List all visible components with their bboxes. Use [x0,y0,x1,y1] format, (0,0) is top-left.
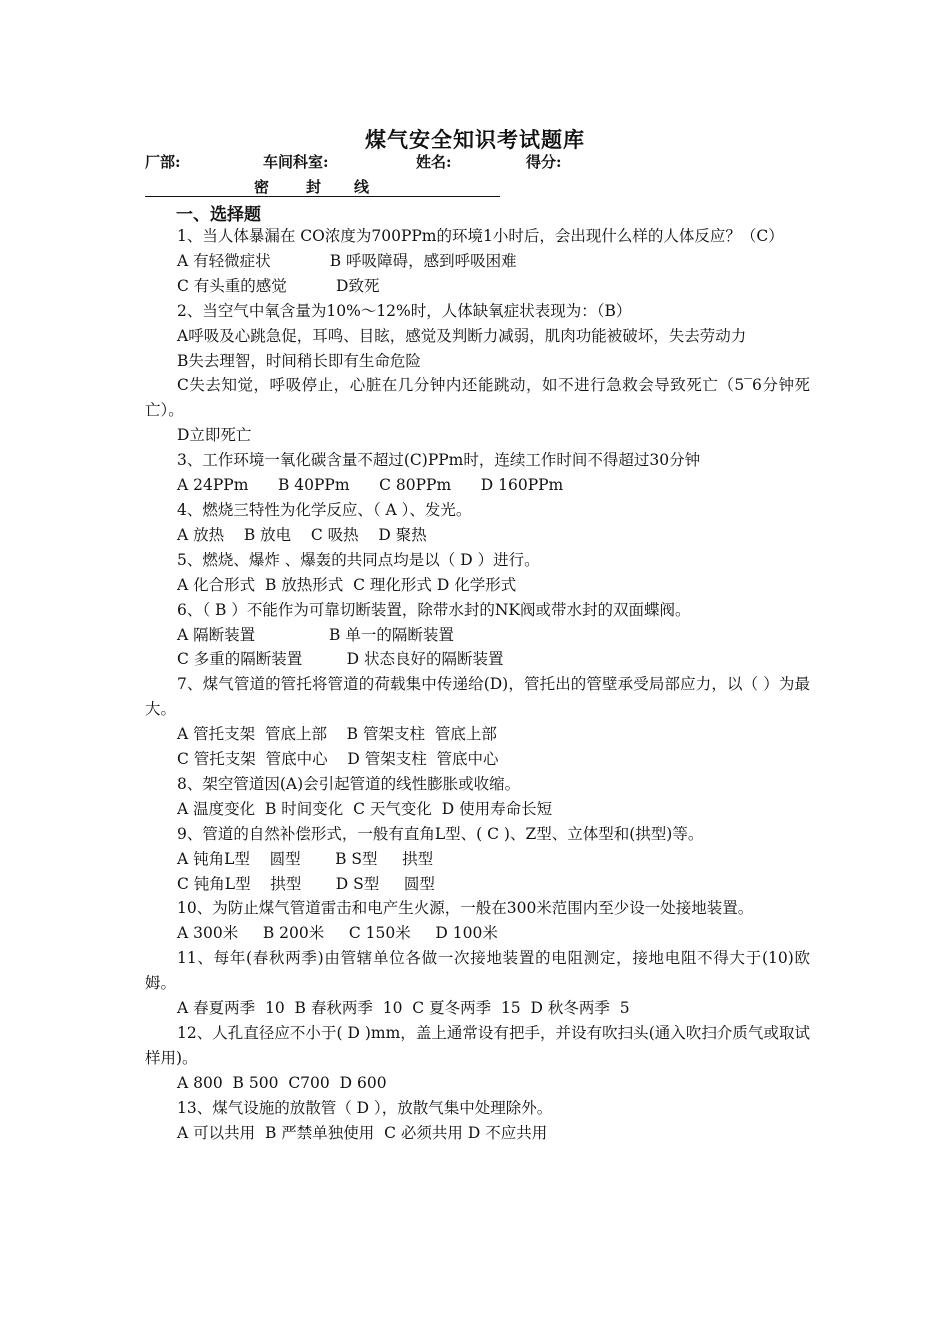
option-line: A 钝角L型 圆型 B S型 拱型 [177,849,434,868]
page-title: 煤气安全知识考试题库 [365,127,585,152]
question-text: C失去知觉，呼吸停止，心脏在几分钟内还能跳动，如不进行急救会导致死亡（5‾6分钟死亡）。 [145,376,810,420]
question-text: 7、煤气管道的管托将管道的荷载集中传递给(D)，管托出的管壁承受局部应力，以（ ）为最大。 [145,675,810,719]
option-line: A 有轻微症状 B 呼吸障碍，感到呼吸困难 [177,251,517,270]
question-text: 10、为防止煤气管道雷击和电产生火源，一般在300米范围内至少设一处接地装置。 [177,899,754,918]
option-line: B失去理智，时间稍长即有生命危险 [177,351,421,370]
option-line: C 钝角L型 拱型 D S型 圆型 [177,874,435,893]
question-text: 1、当人体暴漏在 CO浓度为700PPm的环境1小时后，会出现什么样的人体反应？（C） [177,227,784,245]
option-line: 8、架空管道因(A)会引起管道的线性膨胀或收缩。 [177,774,521,793]
workshop-label: 车间科室: [263,153,329,171]
option-line: 4、燃烧三特性为化学反应、（ A ）、发光。 [177,500,472,519]
score-label: 得分: [526,153,562,171]
option-line: A 温度变化 B 时间变化 C 天气变化 D 使用寿命长短 [177,799,553,818]
section-title: 一、选择题 [176,205,261,225]
seal-char: 密 [254,178,270,196]
option-line: A 春夏两季 10 B 春秋两季 10 C 夏冬两季 15 D 秋冬两季 5 [177,999,630,1018]
factory-label: 厂部: [145,153,181,171]
option-line: A 可以共用 B 严禁单独使用 C 必须共用 D 不应共用 [177,1123,548,1142]
question-text: A呼吸及心跳急促，耳鸣、目眩，感觉及判断力减弱，肌肉功能被破坏，失去劳动力 [177,326,747,345]
option-line: 5、燃烧、爆炸 、爆轰的共同点均是以（ D ）进行。 [177,550,540,569]
option-line: A 化合形式 B 放热形式 C 理化形式 D 化学形式 [177,575,517,594]
question-text: 11、每年(春秋两季)由管辖单位各做一次接地装置的电阻测定，接地电阻不得大于(10)欧姆。 [145,949,810,993]
option-line: D立即死亡 [177,426,252,445]
name-label: 姓名: [416,153,452,171]
option-line: A 24PPm B 40PPm C 80PPm D 160PPm [177,476,564,495]
seal-char: 线 [354,178,370,196]
option-line: 13、煤气设施的放散管（ D ），放散气集中处理除外。 [177,1098,553,1117]
question-text: 2、当空气中氧含量为10%～12%时，人体缺氧症状表现为：（B） [177,301,632,320]
seal-char: 封 [306,178,322,196]
option-line: C 有头重的感觉 D致死 [177,276,380,295]
question-text: 12、人孔直径应不小于( D )mm，盖上通常设有把手，并设有吹扫头(通入吹扫介质气或取试样用)。 [145,1024,810,1067]
option-line: A 管托支架 管底上部 B 管架支柱 管底上部 [177,725,497,744]
option-line: A 300米 B 200米 C 150米 D 100米 [177,924,498,943]
option-line: C 多重的隔断装置 D 状态良好的隔断装置 [177,650,504,669]
seal-line [145,176,500,197]
option-line: A 800 B 500 C700 D 600 [177,1073,387,1092]
option-line: A 放热 B 放电 C 吸热 D 聚热 [177,525,427,544]
option-line: 6、（ B ）不能作为可靠切断装置，除带水封的NK阀或带水封的双面蝶阀。 [177,600,691,619]
question-list [145,224,810,1146]
option-line: C 管托支架 管底中心 D 管架支柱 管底中心 [177,750,499,769]
option-line: 9、管道的自然补偿形式，一般有直角L型、( C )、Z型、立体型和(拱型)等。 [177,824,704,843]
option-line: 3、工作环境一氧化碳含量不超过(C)PPm时，连续工作时间不得超过30分钟 [177,451,701,470]
option-line: A 隔断装置 B 单一的隔断装置 [177,625,454,644]
